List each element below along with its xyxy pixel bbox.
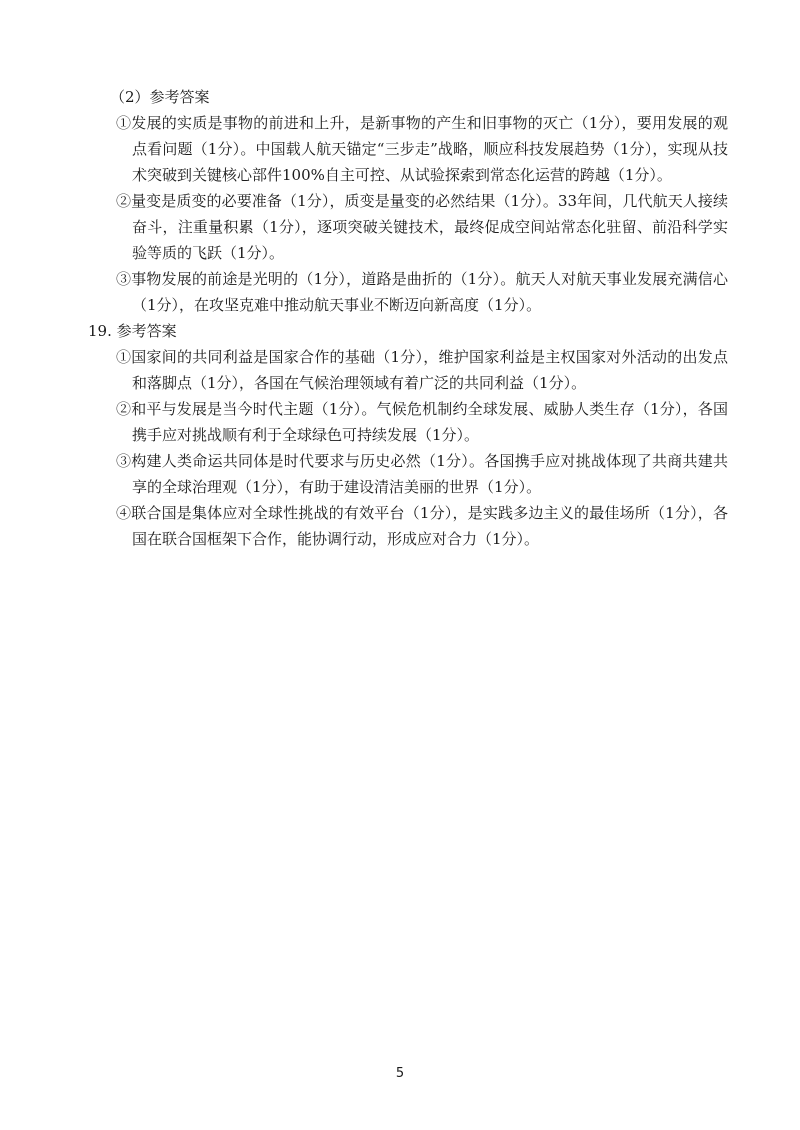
page-number: 5 — [395, 1066, 405, 1081]
section-18-part2-heading: （2）参考答案 — [110, 88, 210, 106]
answer-item: ③事物发展的前途是光明的（1分），道路是曲折的（1分）。航天人对航天事业发展充满信心（1分），在攻坚克难中推动航天事业不断迈向新高度（1分）。 — [116, 270, 728, 314]
section-19-heading: 19. 参考答案 — [88, 322, 177, 340]
answer-item: ②和平与发展是当今时代主题（1分）。气候危机制约全球发展、威胁人类生存（1分），各国携手应对挑战顺有利于全球绿色可持续发展（1分）。 — [116, 400, 728, 444]
answer-item: ①国家间的共同利益是国家合作的基础（1分），维护国家利益是主权国家对外活动的出发点和落脚点（1分），各国在气候治理领域有着广泛的共同利益（1分）。 — [116, 348, 728, 392]
answer-item: ②量变是质变的必要准备（1分），质变是量变的必然结果（1分）。33年间，几代航天人接续奋斗，注重量积累（1分），逐项突破关键技术，最终促成空间站常态化驻留、前沿科学实验等质的飞跃（1分）。 — [116, 192, 728, 262]
answer-item: ①发展的实质是事物的前进和上升，是新事物的产生和旧事物的灭亡（1分），要用发展的观点看问题（1分）。中国载人航天锚定“三步走”战略，顺应科技发展趋势（1分），实现从技术突破到关键核心部件100%自主可控、从试验探索到常态化运营的跨越（1分）。 — [116, 114, 728, 184]
answer-item: ④联合国是集体应对全球性挑战的有效平台（1分），是实践多边主义的最佳场所（1分），各国在联合国框架下合作，能协调行动，形成应对合力（1分）。 — [116, 504, 728, 548]
answer-item: ③构建人类命运共同体是时代要求与历史必然（1分）。各国携手应对挑战体现了共商共建共享的全球治理观（1分），有助于建设清洁美丽的世界（1分）。 — [116, 452, 728, 496]
answer-content — [88, 84, 728, 552]
